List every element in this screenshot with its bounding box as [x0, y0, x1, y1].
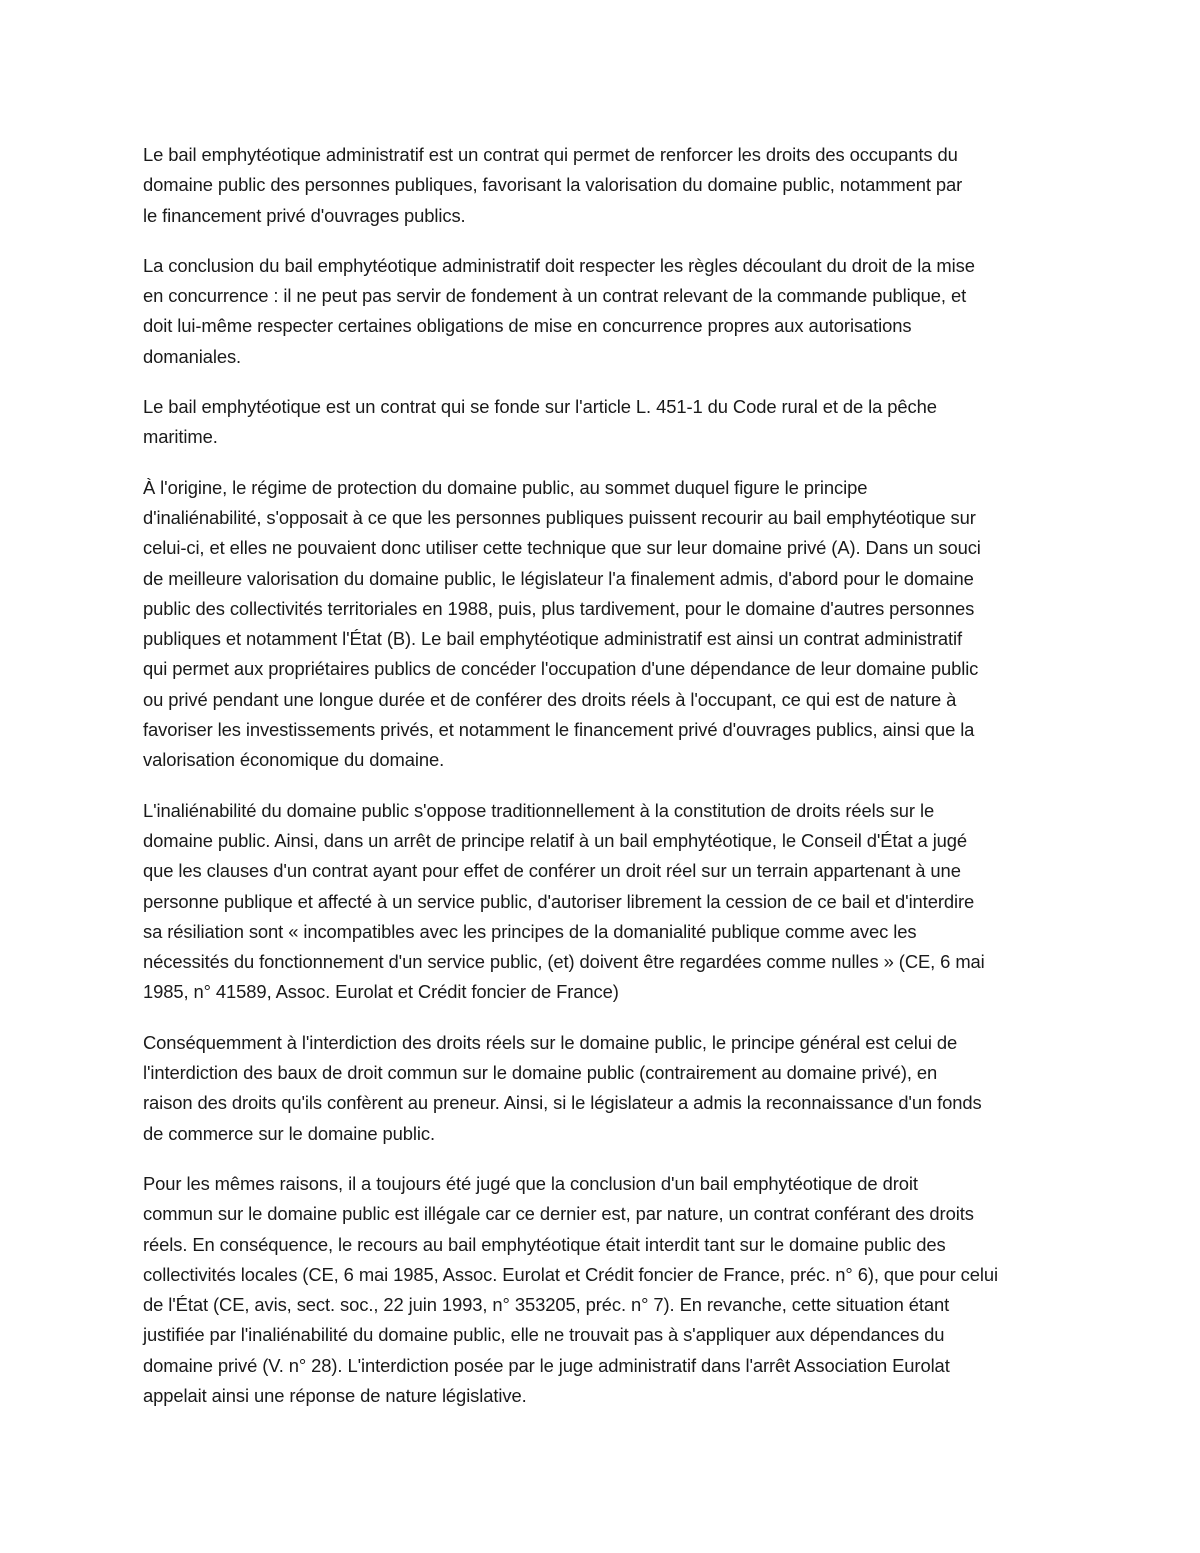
paragraph — [143, 473, 1063, 776]
text-line: commun sur le domaine public est illégale car ce dernier est, par nature, un contrat conférant des droits — [143, 1203, 974, 1225]
text-line: À l'origine, le régime de protection du domaine public, au sommet duquel figure le principe — [143, 476, 868, 498]
text-line: public des collectivités territoriales en 1988, puis, plus tardivement, pour le domaine d'autres personnes — [143, 597, 975, 619]
text-line: que les clauses d'un contrat ayant pour effet de conférer un droit réel sur un terrain appartenant à une — [143, 860, 961, 882]
paragraph — [143, 392, 1063, 453]
text-line: réels. En conséquence, le recours au bail emphytéotique était interdit tant sur le domaine public des — [143, 1233, 946, 1255]
text-line: doit lui-même respecter certaines obligations de mise en concurrence propres aux autorisations — [143, 315, 912, 337]
text-line: qui permet aux propriétaires publics de concéder l'occupation d'une dépendance de leur domaine public — [143, 658, 979, 680]
text-line: La conclusion du bail emphytéotique administratif doit respecter les règles découlant du droit de la mise — [143, 254, 975, 276]
text-line: sa résiliation sont « incompatibles avec les principes de la domanialité publique comme avec les — [143, 920, 917, 942]
text-line: L'inaliénabilité du domaine public s'oppose traditionnellement à la constitution de droits réels sur le — [143, 799, 935, 821]
text-line: valorisation économique du domaine. — [143, 749, 445, 771]
text-line: celui-ci, et elles ne pouvaient donc utiliser cette technique que sur leur domaine privé (A). Dans un souci — [143, 537, 981, 559]
text-line: favoriser les investissements privés, et notamment le financement privé d'ouvrages publics, ainsi que la — [143, 719, 975, 741]
text-line: Le bail emphytéotique administratif est un contrat qui permet de renforcer les droits des occupants du — [143, 144, 958, 165]
text-line: raison des droits qu'ils confèrent au preneur. Ainsi, si le législateur a admis la reconnaissance d'un fonds — [143, 1092, 982, 1114]
document-page — [143, 140, 1063, 1431]
text-line: de l'État (CE, avis, sect. soc., 22 juin 1993, n° 353205, préc. n° 7). En revanche, cette situation étant — [143, 1294, 950, 1316]
paragraph — [143, 140, 1063, 231]
text-line: 1985, n° 41589, Assoc. Eurolat et Crédit foncier de France) — [143, 981, 619, 1003]
text-line: justifiée par l'inaliénabilité du domaine public, elle ne trouvait pas à s'appliquer aux dépendances du — [143, 1324, 945, 1346]
paragraph — [143, 1028, 1063, 1149]
text-line: le financement privé d'ouvrages publics. — [143, 204, 466, 226]
text-line: domaine public des personnes publiques, favorisant la valorisation du domaine public, notamment par — [143, 174, 963, 196]
text-line: domaine privé (V. n° 28). L'interdiction posée par le juge administratif dans l'arrêt Association Eurolat — [143, 1354, 950, 1376]
text-line: personne publique et affecté à un service public, d'autoriser librement la cession de ce bail et d'interdire — [143, 890, 975, 912]
text-line: de commerce sur le domaine public. — [143, 1122, 436, 1144]
text-line: Conséquemment à l'interdiction des droits réels sur le domaine public, le principe général est celui de — [143, 1031, 958, 1053]
text-line: Pour les mêmes raisons, il a toujours été jugé que la conclusion d'un bail emphytéotique de droit — [143, 1172, 918, 1194]
text-line: nécessités du fonctionnement d'un service public, (et) doivent être regardées comme nulles » (CE, 6 mai — [143, 951, 985, 973]
text-line: maritime. — [143, 426, 218, 448]
text-line: appelait ainsi une réponse de nature législative. — [143, 1384, 527, 1406]
text-line: en concurrence : il ne peut pas servir de fondement à un contrat relevant de la commande publique, et — [143, 285, 967, 307]
paragraph — [143, 251, 1063, 372]
paragraph — [143, 1169, 1063, 1411]
text-line: collectivités locales (CE, 6 mai 1985, Assoc. Eurolat et Crédit foncier de France, préc. n° 6), que pour celui — [143, 1263, 998, 1285]
text-line: Le bail emphytéotique est un contrat qui se fonde sur l'article L. 451-1 du Code rural et de la pêche — [143, 396, 937, 418]
text-line: domaniales. — [143, 345, 242, 367]
text-line: de meilleure valorisation du domaine public, le législateur l'a finalement admis, d'abord pour le domaine — [143, 567, 974, 589]
text-line: d'inaliénabilité, s'opposait à ce que les personnes publiques puissent recourir au bail emphytéotique sur — [143, 506, 976, 528]
text-line: publiques et notamment l'État (B). Le bail emphytéotique administratif est ainsi un contrat administratif — [143, 628, 962, 650]
text-line: domaine public. Ainsi, dans un arrêt de principe relatif à un bail emphytéotique, le Conseil d'État a jugé — [143, 829, 968, 851]
paragraph — [143, 796, 1063, 1008]
text-line: l'interdiction des baux de droit commun sur le domaine public (contrairement au domaine privé), en — [143, 1062, 938, 1084]
text-line: ou privé pendant une longue durée et de conférer des droits réels à l'occupant, ce qui est de nature à — [143, 688, 957, 710]
